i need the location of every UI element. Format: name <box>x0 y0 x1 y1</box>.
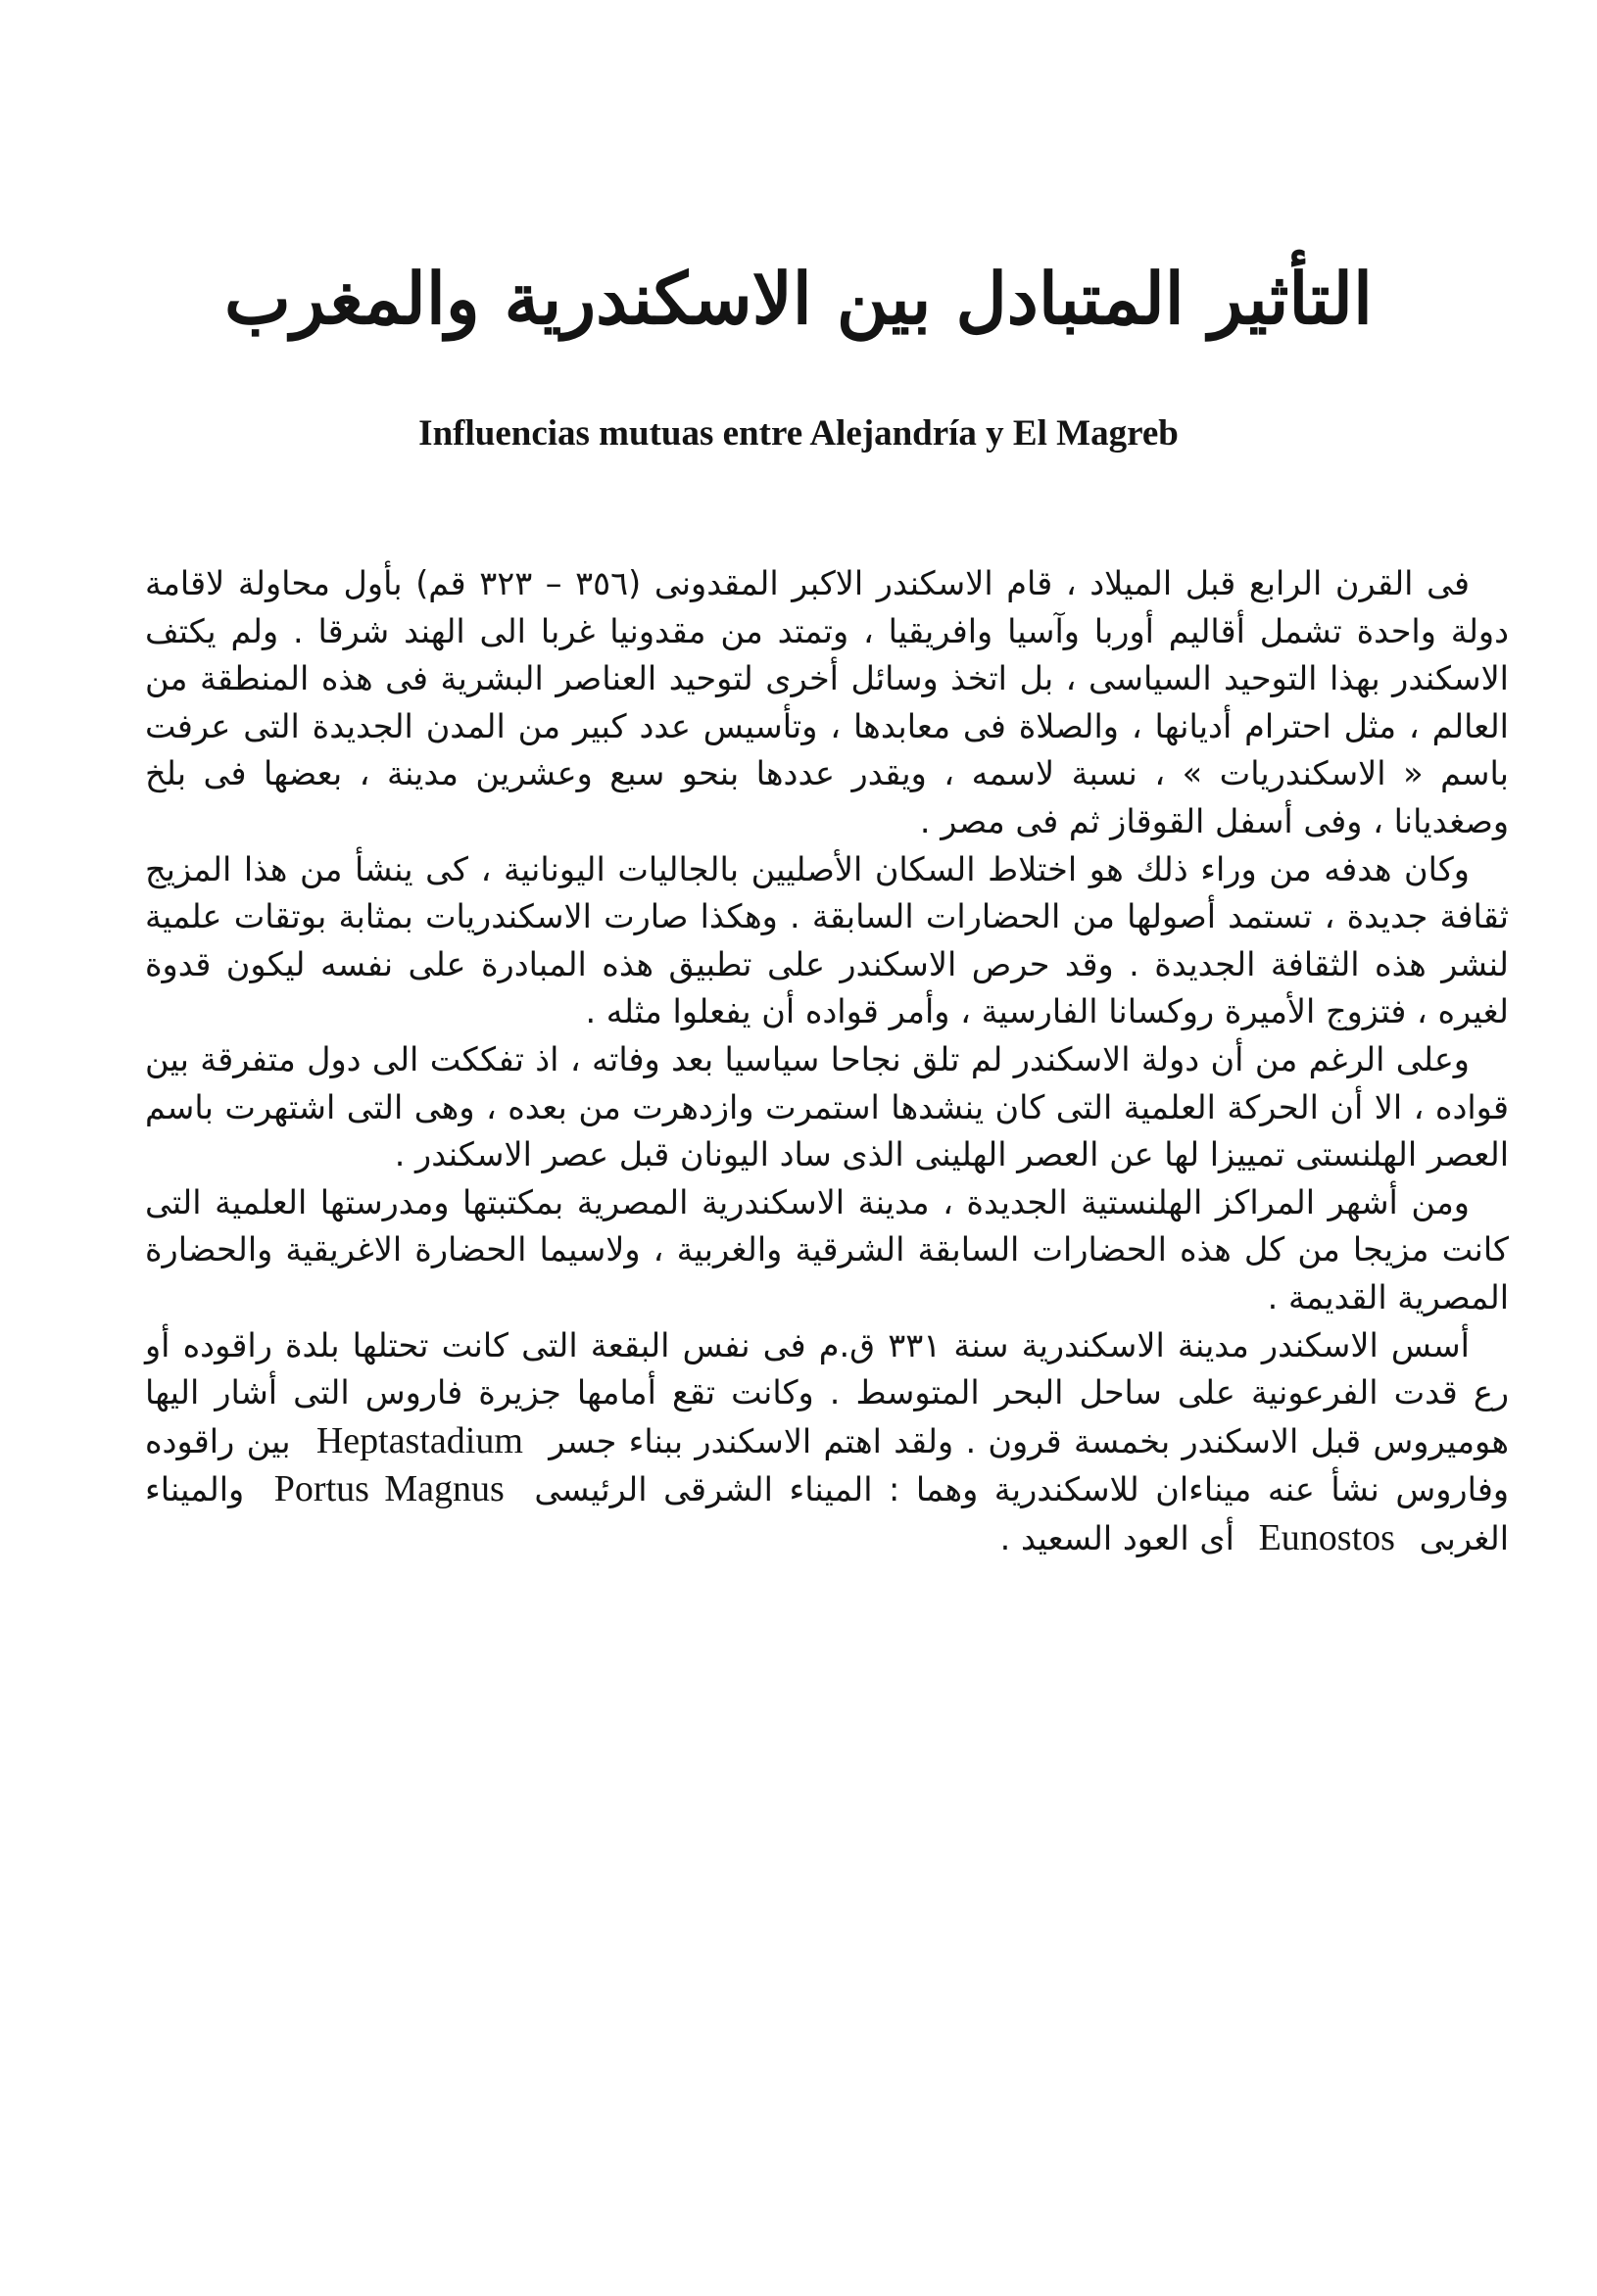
paragraph-2: وكان هدفه من وراء ذلك هو اختلاط السكان الأصليين بالجاليات اليونانية ، كى ينشأ من هذا المزيج ثقافة جديدة ، تستمد أصولها من الحضارات السابقة . وهكذا صارت الاسكندريات بمثابة بوتقات علمية لنشر هذه الثقافة الجديدة . وقد حرص الاسكندر على تطبيق هذه المبادرة على نفسه ليكون قدوة لغيره ، فتزوج الأميرة روكسانا الفارسية ، وأمر قواده أن يفعلوا مثله . <box>145 849 1509 1031</box>
paragraph-5-mid-2: والميناء الغربى <box>145 1470 1509 1557</box>
paragraph-5-mid-1: بين راقوده وفاروس نشأ عنه ميناءان للاسكندرية وهما : الميناء الشرقى الرئيسى <box>145 1421 1510 1509</box>
term-portus-magnus: Portus Magnus <box>273 1468 505 1510</box>
spanish-subtitle: Influencias mutuas entre Alejandría y El Magreb <box>418 413 1179 454</box>
paragraph-5-intro: أسس الاسكندر مدينة الاسكندرية سنة ٣٣١ ق.م فى نفس البقعة التى كانت تحتلها بلدة راقوده أو رع قدت الفرعونية على ساحل البحر المتوسط . وكانت تقع أمامها جزيرة فاروس التى أشار اليها هوميروس قبل الاسكندر بخمسة قرون . ولقد اهتم الاسكندر ببناء جسر <box>145 1325 1509 1460</box>
term-heptastadium: Heptastadium <box>315 1419 523 1461</box>
term-eunostos: Eunostos <box>1258 1516 1395 1558</box>
paragraph-4: ومن أشهر المراكز الهلنستية الجديدة ، مدينة الاسكندرية المصرية بمكتبتها ومدرستها العلمية التى كانت مزيجا من كل هذه الحضارات السابقة الشرقية والغربية ، ولاسيما الحضارة الاغريقية والحضارة المصرية القديمة . <box>145 1182 1509 1316</box>
paragraph-1: فى القرن الرابع قبل الميلاد ، قام الاسكندر الاكبر المقدونى (٣٥٦ – ٣٢٣ قم) بأول محاولة لاقامة دولة واحدة تشمل أقاليم أوربا وآسيا وافريقيا ، وتمتد من مقدونيا غربا الى الهند شرقا . ولم يكتف الاسكندر بهذا التوحيد السياسى ، بل اتخذ وسائل أخرى لتوحيد العناصر البشرية فى هذه المنطقة من العالم ، مثل احترام أديانها ، والصلاة فى معابدها ، وتأسيس عدد كبير من المدن الجديدة التى عرفت باسم « الاسكندريات » ، نسبة لاسمه ، ويقدر عددها بنحو سبع وعشرين مدينة ، بعضها فى بلخ وصغديانا ، وفى أسفل القوقاز ثم فى مصر . <box>145 564 1509 840</box>
paragraph-5-end: أى العود السعيد . <box>999 1518 1234 1557</box>
arabic-title: التأثير المتبادل بين الاسكندرية والمغرب <box>224 257 1373 340</box>
paragraph-5 <box>145 1322 1509 1563</box>
paragraph-3: وعلى الرغم من أن دولة الاسكندر لم تلق نجاحا سياسيا بعد وفاته ، اذ تفككت الى دول متفرقة بين قواده ، الا أن الحركة العلمية التى كان ينشدها استمرت وازدهرت من بعده ، وهى التى اشتهرت باسم العصر الهلنستى تمييزا لها عن العصر الهلينى الذى ساد اليونان قبل عصر الاسكندر . <box>145 1039 1509 1174</box>
article-body <box>145 560 1509 1562</box>
